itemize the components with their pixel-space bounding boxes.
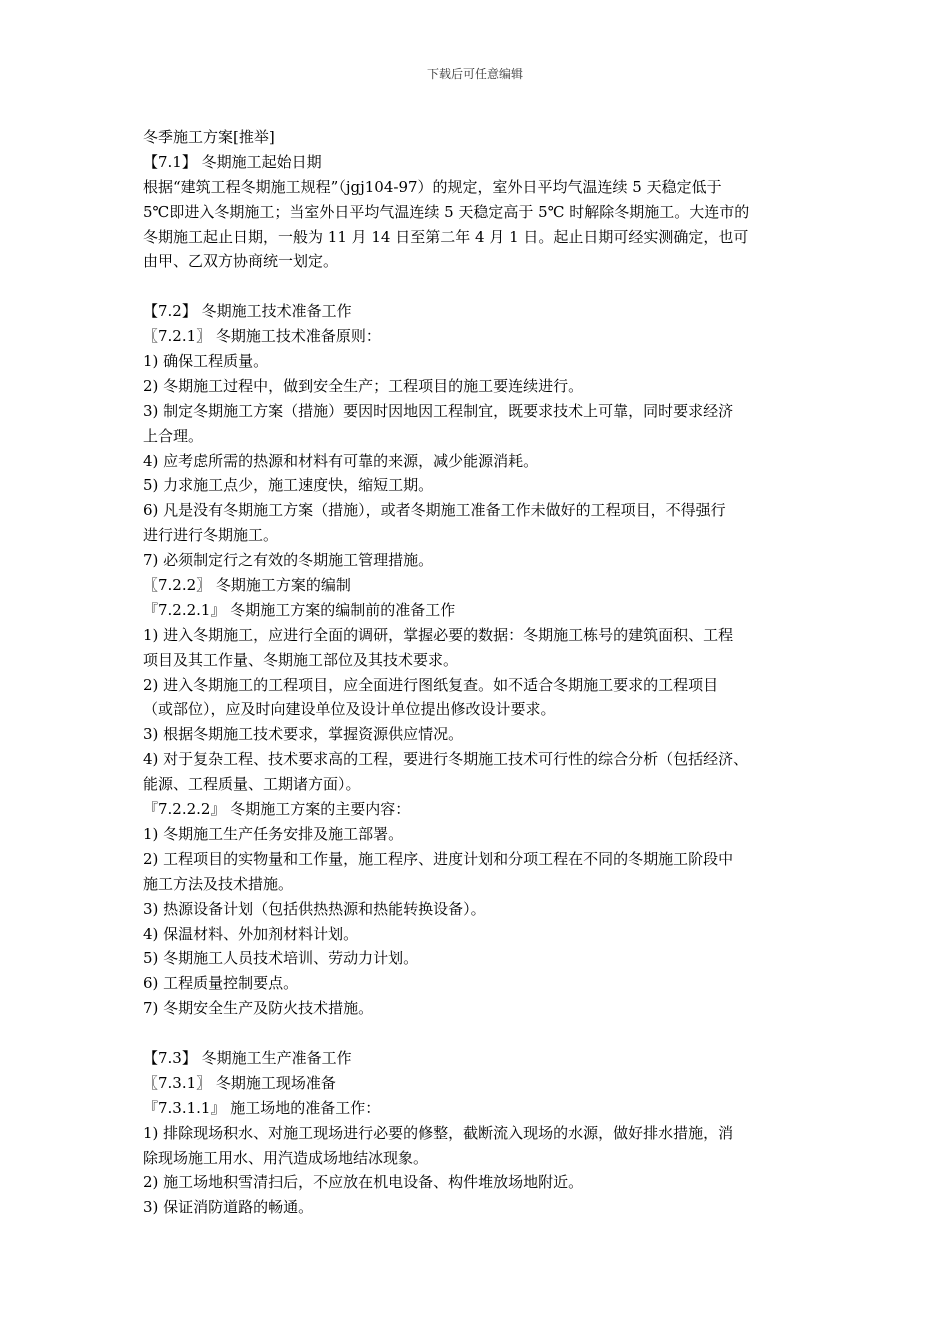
- text-line: 1) 冬期施工生产任务安排及施工部署。: [143, 824, 404, 843]
- text-line: 【7.2】 冬期施工技术准备工作: [143, 302, 352, 321]
- text-line: 2) 进入冬期施工的工程项目，应全面进行图纸复查。如不适合冬期施工要求的工程项目: [143, 675, 719, 694]
- document-body: [143, 125, 823, 1220]
- text-line: 4) 应考虑所需的热源和材料有可靠的来源，减少能源消耗。: [143, 451, 539, 470]
- text-line: 4) 保温材料、外加剂材料计划。: [143, 924, 359, 943]
- text-line: 7) 冬期安全生产及防火技术措施。: [143, 999, 374, 1018]
- text-line: 〖7.2.1〗 冬期施工技术准备原则：: [143, 327, 381, 346]
- text-line: 3) 制定冬期施工方案（措施）要因时因地因工程制宜，既要求技术上可靠，同时要求经济: [143, 401, 734, 420]
- text-line: 由甲、乙双方协商统一划定。: [143, 252, 339, 271]
- text-line: 3) 热源设备计划（包括供热热源和热能转换设备）。: [143, 899, 486, 918]
- text-line: 冬期施工起止日期，一般为 11 月 14 日至第二年 4 月 1 日。起止日期可经实测确定，也可: [143, 227, 749, 246]
- text-line: 进行进行冬期施工。: [143, 526, 279, 545]
- text-line: 项目及其工作量、冬期施工部位及其技术要求。: [143, 650, 459, 669]
- text-line: 3) 根据冬期施工技术要求，掌握资源供应情况。: [143, 725, 464, 744]
- text-line: 『7.2.2.2』 冬期施工方案的主要内容：: [143, 800, 411, 819]
- text-line: 6) 凡是没有冬期施工方案（措施），或者冬期施工准备工作未做好的工程项目，不得强行: [143, 501, 726, 520]
- text-line: 『7.3.1.1』 施工场地的准备工作：: [143, 1098, 381, 1117]
- text-line: 5) 力求施工点少，施工速度快，缩短工期。: [143, 476, 434, 495]
- blank-line: [143, 274, 823, 299]
- text-line: 〖7.3.1〗 冬期施工现场准备: [143, 1073, 336, 1092]
- text-line: 5℃即进入冬期施工；当室外日平均气温连续 5 天稳定高于 5℃ 时解除冬期施工。大连市的: [143, 202, 750, 221]
- text-line: 【7.1】 冬期施工起始日期: [143, 152, 322, 171]
- text-line: 能源、工程质量、工期诸方面）。: [143, 775, 361, 794]
- text-line: 【7.3】 冬期施工生产准备工作: [143, 1048, 352, 1067]
- text-line: 除现场施工用水、用汽造成场地结冰现象。: [143, 1148, 429, 1167]
- page-header: 下载后可任意编辑: [426, 67, 523, 81]
- text-line: 5) 冬期施工人员技术培训、劳动力计划。: [143, 949, 419, 968]
- text-line: 7) 必须制定行之有效的冬期施工管理措施。: [143, 551, 434, 570]
- text-line: 3) 保证消防道路的畅通。: [143, 1198, 314, 1217]
- text-line: 1) 确保工程质量。: [143, 352, 269, 371]
- text-line: 冬季施工方案[推举]: [143, 128, 275, 146]
- text-line: 2) 施工场地积雪清扫后，不应放在机电设备、构件堆放场地附近。: [143, 1173, 584, 1192]
- text-line: 上合理。: [143, 426, 204, 445]
- text-line: 〖7.2.2〗 冬期施工方案的编制: [143, 576, 351, 595]
- text-line: 1) 排除现场积水、对施工现场进行必要的修整，截断流入现场的水源，做好排水措施，消: [143, 1123, 734, 1142]
- text-line: 4) 对于复杂工程、技术要求高的工程，要进行冬期施工技术可行性的综合分析（包括经济、: [143, 750, 749, 769]
- text-line: 『7.2.2.1』 冬期施工方案的编制前的准备工作: [143, 600, 456, 619]
- text-line: 根据“建筑工程冬期施工规程”（jgj104-97）的规定，室外日平均气温连续 5 天稳定低于: [143, 177, 722, 196]
- text-line: 施工方法及技术措施。: [143, 874, 294, 893]
- text-line: （或部位），应及时向建设单位及设计单位提出修改设计要求。: [143, 700, 556, 719]
- text-line: 2) 冬期施工过程中，做到安全生产；工程项目的施工要连续进行。: [143, 376, 584, 395]
- text-line: 1) 进入冬期施工，应进行全面的调研，掌握必要的数据：冬期施工栋号的建筑面积、工程: [143, 625, 734, 644]
- text-line: 2) 工程项目的实物量和工作量，施工程序、进度计划和分项工程在不同的冬期施工阶段中: [143, 849, 734, 868]
- text-line: 6) 工程质量控制要点。: [143, 974, 299, 993]
- blank-line: [143, 1021, 823, 1046]
